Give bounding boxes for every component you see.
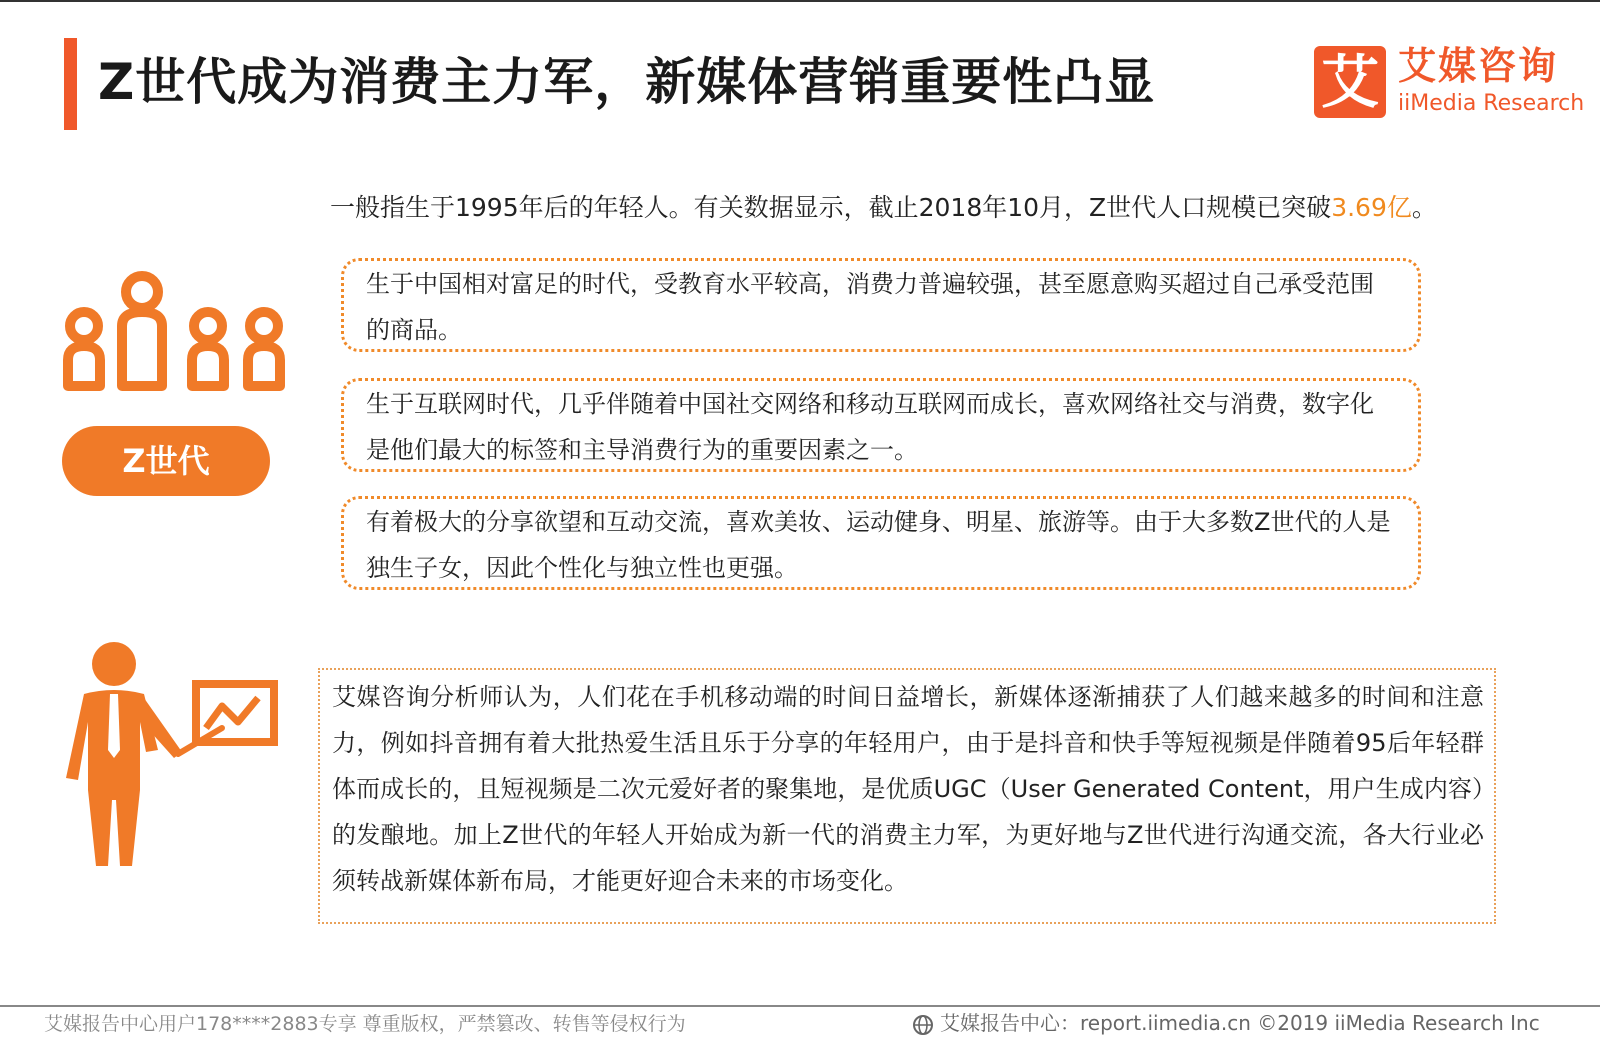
title-accent-bar (64, 38, 77, 130)
globe-icon (912, 1014, 934, 1036)
trait-box-1: 生于中国相对富足的时代，受教育水平较高，消费力普遍较强，甚至愿意购买超过自己承受范围的商品。 (341, 258, 1421, 352)
page-title: Z世代成为消费主力军，新媒体营销重要性凸显 (98, 53, 1156, 111)
trait-box-2: 生于互联网时代，几乎伴随着中国社交网络和移动互联网而成长，喜欢网络社交与消费，数字化是他们最大的标签和主导消费行为的重要因素之一。 (341, 378, 1421, 472)
top-rule (0, 0, 1600, 2)
logo-english-name: iiMedia Research (1398, 91, 1585, 116)
logo-mark-icon: 艾 (1314, 46, 1386, 118)
footer-source (912, 1009, 1540, 1037)
iimedia-logo (1314, 42, 1585, 122)
footer-source-text: 艾媒报告中心：report.iimedia.cn ©2019 iiMedia Research Inc (940, 1011, 1540, 1035)
z-generation-badge: Z世代 (62, 426, 270, 496)
trait-box-3: 有着极大的分享欲望和互动交流，喜欢美妆、运动健身、明星、旅游等。由于大多数Z世代的人是独生子女，因此个性化与独立性也更强。 (341, 496, 1421, 590)
copyright-notice: 艾媒报告中心用户178****2883专享 尊重版权，严禁篡改、转售等侵权行为 (44, 1013, 686, 1035)
footer-rule (0, 1005, 1600, 1007)
intro-text (330, 188, 1437, 228)
population-highlight: 3.69亿 (1331, 193, 1412, 222)
intro-text-main: 一般指生于1995年后的年轻人。有关数据显示，截止2018年10月，Z世代人口规模已突破 (330, 193, 1332, 222)
analyst-presenting-icon (62, 640, 288, 876)
intro-text-end: 。 (1411, 193, 1437, 222)
group-of-people-icon (58, 268, 292, 396)
logo-chinese-name: 艾媒咨询 (1398, 44, 1559, 88)
analyst-commentary: 艾媒咨询分析师认为，人们花在手机移动端的时间日益增长，新媒体逐渐捕获了人们越来越多的时间和注意力，例如抖音拥有着大批热爱生活且乐于分享的年轻用户，由于是抖音和快手等短视频是伴随着95后年轻群体而成长的，且短视频是二次元爱好者的聚集地，是优质UGC（User Generated Content，用户生成内容）的发酿地。加上Z世代的年轻人开始成为新一代的消费主力军，为更好地与Z世代进行沟通交流，各大行业必须转战新媒体新布局，才能更好迎合未来的市场变化。 (318, 668, 1496, 924)
